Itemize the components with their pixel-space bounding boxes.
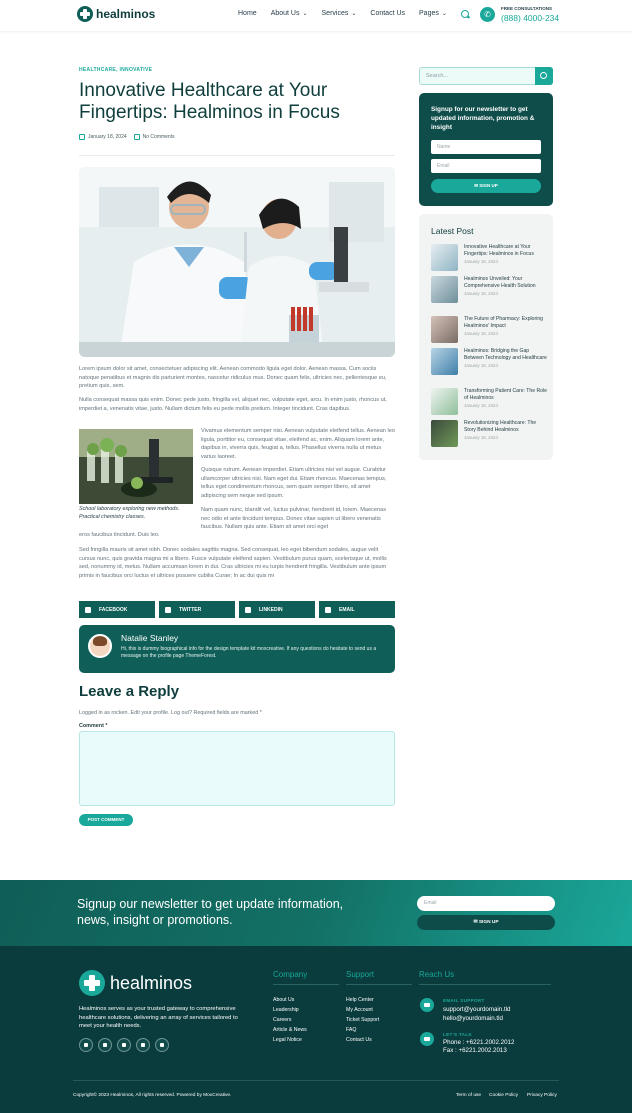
footer-link[interactable]: Help Center: [346, 997, 374, 1003]
signup-button[interactable]: [431, 179, 541, 193]
post-thumbnail: [431, 388, 458, 415]
search-input[interactable]: Search...: [426, 73, 449, 79]
divider: [419, 984, 551, 985]
email-addresses[interactable]: support@yourdomain.tld hello@yourdomain.tld: [443, 1006, 511, 1022]
chevron-down-icon: ⌄: [302, 11, 308, 17]
post-title: Innovative Healthcare at Your Fingertips: Healminos in Focus: [464, 244, 534, 257]
list-item[interactable]: [431, 348, 547, 375]
reply-title: Leave a Reply: [79, 683, 180, 700]
share-twitter-button[interactable]: [159, 601, 235, 618]
footer-link[interactable]: About Us: [273, 997, 295, 1003]
paragraph: Lorem ipsum dolor sit amet, consectetuer adipiscing elit. Aenean commodo ligula eget dolor. Aenean massa. Cum sociis natoque penatibus et magnis dis parturient montes, nascetur ridiculus mus. Donec quam felis, ultricies nec, pellentesque eu, pretium quis, sem.: [79, 366, 387, 389]
paragraph: Vivamus elementum semper nisi. Aenean vulputate eleifend tellus. Aenean leo ligula, porttitor eu, consequat vitae, eleifend ac, enim. Aliquam lorem ante, dapibus in, viverra quis, feugiat a, tellus. Phasellus viverra nulla ut metus varius laoreet.: [201, 428, 395, 460]
mail-icon: ✉: [473, 920, 479, 925]
author-box: [79, 625, 395, 673]
chevron-down-icon: ⌄: [351, 11, 357, 17]
band-text: Signup our newsletter to get update information, news, insight or promotions.: [77, 897, 344, 927]
nav-about-label: About Us: [270, 10, 300, 17]
post-thumbnail: [431, 348, 458, 375]
post-title: Innovative Healthcare at Your Fingertips: Healminos in Focus: [79, 80, 340, 123]
support-title: Support: [346, 970, 375, 979]
logo[interactable]: [77, 6, 155, 22]
divider: [346, 984, 412, 985]
latest-title: Latest Post: [431, 226, 474, 236]
paragraph: Quisque rutrum. Aenean imperdiet. Etiam ultricies nisi vel augue. Curabitur ullamcorper ultricies nisi. Nam eget dui. Etiam rhoncus. Maecenas tempus, tellus eget condimentum rhoncus, sem quam semper libero, sit amet adipiscing sem neque sed ipsum.: [201, 467, 387, 499]
footer-link[interactable]: FAQ: [346, 1027, 357, 1033]
divider: [73, 1080, 559, 1081]
avatar: [88, 634, 112, 658]
post-date: January 18, 2024: [464, 290, 498, 296]
latest-posts: [419, 214, 553, 460]
post-thumbnail: [431, 316, 458, 343]
company-title: Company: [273, 970, 308, 979]
footer-link[interactable]: Careers: [273, 1017, 292, 1023]
post-title: The Future of Pharmacy: Exploring Healminos' Impact: [464, 316, 543, 329]
site-footer: [0, 946, 632, 1113]
divider: [273, 984, 339, 985]
paragraph: Nulla consequat massa quis enim. Donec pede justo, fringilla vel, aliquet nec, vulputate eget, arcu. In enim justo, rhoncus ut, imperdiet a, venenatis vitae, justo. Nullam dictum felis eu pede mollis pretium. Integer tincidunt. Cras dapibus.: [79, 397, 387, 412]
main-nav: [238, 10, 447, 17]
nav-services[interactable]: [322, 10, 357, 17]
post-title: Healminos Unveiled: Your Comprehensive Health Solution: [464, 276, 536, 289]
nav-about[interactable]: [271, 10, 308, 17]
youtube-icon[interactable]: [117, 1038, 131, 1052]
search-icon[interactable]: [535, 67, 553, 85]
email-label: EMAIL SUPPORT: [443, 998, 485, 1003]
lab-plants-illustration: [79, 429, 193, 504]
phone-number[interactable]: Phone : +6221.2002.2012: [443, 1039, 515, 1046]
logo-icon: [79, 970, 105, 996]
twitter-icon[interactable]: [98, 1038, 112, 1052]
comment-textarea[interactable]: [79, 731, 395, 806]
share-email-button[interactable]: [319, 601, 395, 618]
list-item[interactable]: [431, 244, 547, 271]
footer-link[interactable]: Legal Notice: [273, 1037, 302, 1043]
post-title: Transforming Patient Care: The Role of Healminos: [464, 388, 547, 401]
newsletter-title: Signup for our newsletter to get updated information, promotion & insight: [431, 106, 535, 131]
consult-label: FREE CONSULTATIONS: [501, 6, 552, 11]
search-icon[interactable]: [461, 10, 470, 19]
email-field[interactable]: Email: [431, 159, 541, 173]
signup-label: SIGN UP: [478, 920, 499, 925]
phone-icon: [420, 1032, 434, 1046]
paragraph: Nam quam nunc, blandit vel, luctus pulvinar, hendrerit id, lorem. Maecenas nec odio et ante tincidunt tempus. Donec vitae sapien ut libero venenatis faucibus. Nullam quis ante. Etiam sit amet orci eget: [201, 507, 386, 530]
paragraph: eros faucibus tincidunt. Duis leo.: [79, 532, 160, 538]
share-label: EMAIL: [339, 606, 355, 613]
post-date: January 18, 2024: [464, 362, 498, 368]
email-field[interactable]: Email: [417, 896, 555, 911]
nav-pages[interactable]: [419, 10, 447, 17]
reach-title: Reach Us: [419, 970, 455, 979]
footer-link[interactable]: Ticket Support: [346, 1017, 380, 1023]
calendar-icon: [79, 134, 85, 140]
signup-label: SIGN UP: [479, 183, 498, 188]
nav-pages-label: Pages: [419, 10, 439, 17]
list-item[interactable]: [431, 316, 547, 343]
newsletter-band: [0, 880, 632, 946]
post-title: Revolutionizing Healthcare: The Story Behind Healminos: [464, 420, 537, 433]
lab-scientists-illustration: [79, 167, 395, 357]
facebook-icon: [85, 607, 91, 613]
fax-number: Fax : +6221.2002.2013: [443, 1047, 507, 1054]
footer-link[interactable]: Contact Us: [346, 1037, 372, 1043]
reply-note: Logged in as rocken. Edit your profile. Log out? Required fields are marked *: [79, 710, 262, 716]
list-item[interactable]: [431, 388, 547, 415]
author-name[interactable]: Natalie Stanley: [121, 633, 179, 643]
nav-home[interactable]: [238, 10, 257, 17]
share-facebook-button[interactable]: [79, 601, 155, 618]
nav-contact[interactable]: [370, 10, 405, 17]
share-buttons: [79, 601, 395, 618]
post-date: January 18, 2024: [464, 258, 498, 264]
footer-link[interactable]: Article & News: [273, 1027, 307, 1033]
facebook-icon[interactable]: [79, 1038, 93, 1052]
share-label: TWITTER: [179, 606, 202, 613]
nav-services-label: Services: [321, 10, 349, 17]
share-label: LINKEDIN: [259, 606, 283, 613]
site-header: [0, 0, 632, 31]
twitter-icon: [165, 607, 171, 613]
linkedin-icon[interactable]: [155, 1038, 169, 1052]
consult-phone[interactable]: (888) 4000-234: [501, 13, 560, 23]
post-categories[interactable]: HEALTHCARE, INNOVATIVE: [79, 67, 153, 73]
footer-link[interactable]: Leadership: [273, 1007, 299, 1013]
cookie-link[interactable]: Cookie Policy: [489, 1093, 519, 1098]
privacy-link[interactable]: Privacy Policy: [527, 1093, 557, 1098]
instagram-icon[interactable]: [136, 1038, 150, 1052]
logo-text: healminos: [110, 972, 193, 993]
post-comment-button[interactable]: POST COMMENT: [79, 814, 133, 826]
post-date: January 18, 2024: [464, 330, 498, 336]
list-item[interactable]: [431, 276, 547, 303]
comment-icon: [134, 134, 140, 140]
email-icon: [420, 998, 434, 1012]
social-links: [79, 1038, 169, 1052]
share-linkedin-button[interactable]: [239, 601, 315, 618]
author-bio: Hi, this is dummy biographical info for the design template kit moxcreative. If any questions do hesitate to send us a message on the profile page ThemeForest.: [121, 646, 377, 659]
divider: [79, 155, 395, 156]
footer-link[interactable]: My Account: [346, 1007, 373, 1013]
name-field[interactable]: Name: [431, 140, 541, 154]
image-caption: School laboratory exploring new methods. Practical chemistry classes.: [79, 506, 180, 520]
post-date: January 18, 2024: [88, 134, 127, 140]
chevron-down-icon: ⌄: [441, 11, 447, 17]
post-thumbnail: [431, 276, 458, 303]
logo-text: healminos: [96, 7, 156, 21]
paragraph: Sed fringilla mauris sit amet nibh. Donec sodales sagittis magna. Sed consequat, leo eget bibendum sodales, augue velit cursus nunc, quis gravida magna mi a libero. Fusce vulputate eleifend sapien. Vestibulum purus quam, scelerisque ut, mollis sed, nonummy id, metus. Nullam accumsan lorem in dui. Cras ultricies mi eu turpis hendrerit fringilla. Vestibulum ante ipsum primis in faucibus orci luctus et ultrices posuere cubilia Curae; In ac dui quis mi: [79, 547, 387, 579]
post-thumbnail: [431, 244, 458, 271]
linkedin-icon: [245, 607, 251, 613]
email-icon: [325, 607, 331, 613]
post-date: January 18, 2024: [464, 402, 498, 408]
logo-icon: [77, 6, 93, 22]
footer-description: Healminos serves as your trusted gateway to comprehensive healthcare solutions, delivering an array of services tailored to meet your health needs.: [79, 1006, 238, 1029]
nav-contact-label: Contact Us: [370, 10, 406, 17]
copyright: Copyright© 2023 Healminos, All rights reserved. Powered by MoxCreative.: [73, 1093, 232, 1098]
signup-button[interactable]: [417, 915, 555, 930]
post-date: January 18, 2024: [464, 434, 498, 440]
sidebar-search: [419, 67, 553, 85]
nav-home-label: Home: [238, 10, 257, 17]
post-title: Healminos: Bridging the Gap Between Technology and Healthcare: [464, 348, 547, 361]
hero-image: [79, 167, 395, 357]
share-label: FACEBOOK: [99, 606, 128, 613]
terms-link[interactable]: Term of use: [456, 1093, 482, 1098]
comment-label: Comment *: [79, 723, 108, 729]
phone-icon[interactable]: ✆: [480, 7, 495, 22]
footer-logo[interactable]: [79, 970, 192, 996]
mail-icon: ✉: [474, 183, 480, 188]
post-comments[interactable]: No Comments: [142, 134, 175, 140]
post-thumbnail: [431, 420, 458, 447]
sidebar-newsletter: [419, 93, 553, 206]
post-meta: [79, 134, 175, 140]
list-item[interactable]: [431, 420, 547, 447]
inline-image: [79, 429, 193, 504]
talk-label: LET'S TALK: [443, 1032, 473, 1037]
